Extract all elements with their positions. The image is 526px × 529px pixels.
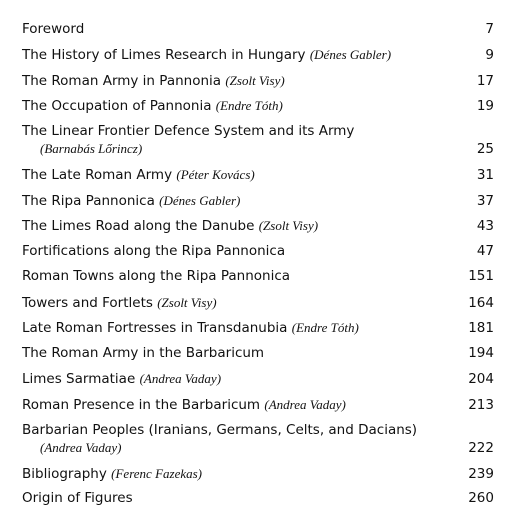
entry-page: 47 <box>476 243 494 259</box>
entry-page: 9 <box>485 47 494 63</box>
toc-entry[interactable] <box>22 192 494 210</box>
entry-title: The Linear Frontier Defence System and its Army <box>22 123 355 139</box>
entry-page: 31 <box>476 167 494 183</box>
entry-page: 213 <box>468 397 494 413</box>
entry-title: The Roman Army in the Barbaricum <box>22 345 265 361</box>
toc-entry[interactable] <box>22 345 494 362</box>
entry-author: (Zsolt Visy) <box>225 73 285 88</box>
entry-page: 204 <box>468 371 494 387</box>
entry-page: 164 <box>468 295 494 311</box>
toc-entry[interactable] <box>22 46 494 64</box>
entry-author: (Barnabás Lőrincz) <box>40 141 143 156</box>
toc-entry[interactable] <box>22 166 494 184</box>
toc-entry[interactable] <box>22 123 494 158</box>
entry-title: Late Roman Fortresses in Transdanubia <box>22 320 288 336</box>
toc-entry[interactable] <box>22 490 494 507</box>
entry-title: Foreword <box>22 21 85 37</box>
entry-author: (Zsolt Visy) <box>258 218 319 233</box>
toc-entry[interactable] <box>22 319 494 337</box>
entry-title: Limes Sarmatiae <box>22 371 136 387</box>
entry-title: Towers and Fortlets <box>22 295 153 311</box>
toc-entry[interactable] <box>22 21 494 38</box>
entry-author: (Péter Kovács) <box>176 167 255 182</box>
entry-page: 222 <box>468 440 494 456</box>
toc-entry[interactable] <box>22 396 494 414</box>
entry-title: Roman Presence in the Barbaricum <box>22 397 261 413</box>
toc-entry[interactable] <box>22 268 494 285</box>
entry-title: The Roman Army in Pannonia <box>22 73 222 89</box>
entry-page: 194 <box>468 345 494 361</box>
entry-page: 17 <box>476 73 494 89</box>
entry-title: The Late Roman Army <box>22 167 173 183</box>
entry-page: 239 <box>468 466 494 482</box>
entry-author: (Dénes Gabler) <box>159 193 241 208</box>
entry-title: The Occupation of Pannonia <box>22 98 212 114</box>
entry-title: Bibliography <box>22 466 107 482</box>
toc-entry[interactable] <box>22 294 494 312</box>
entry-page: 37 <box>476 193 494 209</box>
entry-title: Fortifications along the Ripa Pannonica <box>22 243 286 259</box>
entry-title: Roman Towns along the Ripa Pannonica <box>22 268 291 284</box>
entry-page: 19 <box>476 98 494 114</box>
entry-author: (Ferenc Fazekas) <box>111 466 202 481</box>
entry-page: 260 <box>468 490 494 506</box>
entry-author: (Dénes Gabler) <box>309 47 392 62</box>
toc-entry[interactable] <box>22 97 494 115</box>
entry-title: The Ripa Pannonica <box>22 193 155 209</box>
entry-title: The History of Limes Research in Hungary <box>22 47 306 63</box>
toc-entry[interactable] <box>22 370 494 388</box>
toc-entry[interactable] <box>22 72 494 90</box>
entry-author: (Endre Tóth) <box>291 320 359 335</box>
entry-title: The Limes Road along the Danube <box>22 218 255 234</box>
toc-entry[interactable] <box>22 465 494 483</box>
entry-page: 43 <box>476 218 494 234</box>
entry-page: 151 <box>468 268 494 284</box>
entry-page: 25 <box>476 141 494 157</box>
toc-entry[interactable] <box>22 422 494 457</box>
entry-author: (Endre Tóth) <box>215 98 283 113</box>
entry-page: 7 <box>485 21 494 37</box>
entry-page: 181 <box>468 320 494 336</box>
toc-entry[interactable] <box>22 243 494 260</box>
entry-author: (Zsolt Visy) <box>157 295 217 310</box>
entry-title: Barbarian Peoples (Iranians, Germans, Celts, and Dacians) <box>22 422 418 438</box>
entry-author: (Andrea Vaday) <box>40 440 122 455</box>
entry-author: (Andrea Vaday) <box>264 397 346 412</box>
toc-entry[interactable] <box>22 217 494 235</box>
entry-title: Origin of Figures <box>22 490 133 506</box>
entry-author: (Andrea Vaday) <box>139 371 222 386</box>
